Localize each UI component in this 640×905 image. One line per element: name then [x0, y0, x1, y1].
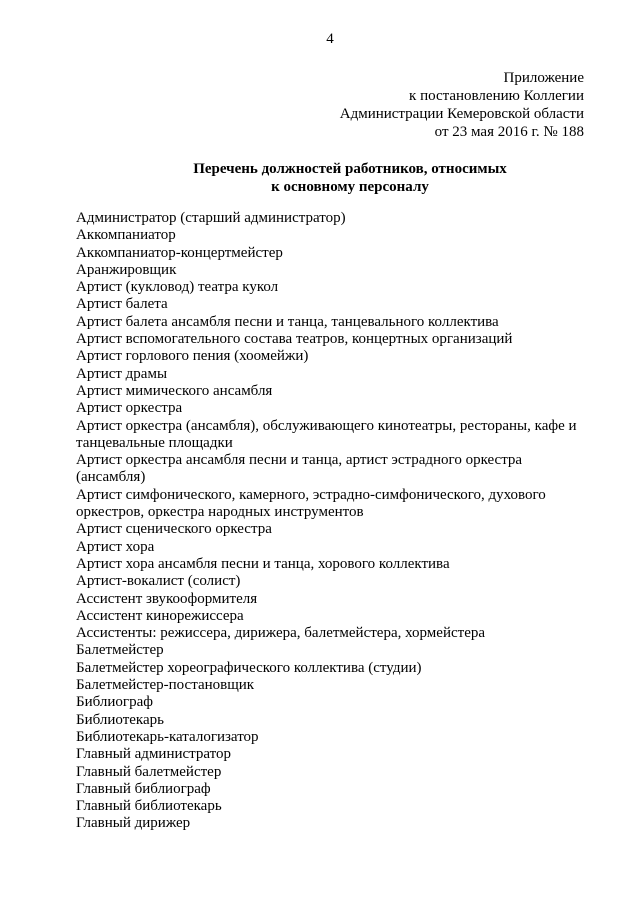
position-item [76, 210, 596, 227]
position-item-line: Главный балетмейстер [76, 763, 222, 780]
position-item-line: Артист вспомогательного состава театров, концертных организаций [76, 331, 513, 348]
position-item [76, 677, 596, 694]
position-item-line: Библиограф [76, 694, 153, 711]
position-item-line: Ассистент звукооформителя [76, 590, 258, 607]
position-item [76, 642, 596, 659]
position-item-line: Артист хора ансамбля песни и танца, хорового коллектива [76, 555, 450, 572]
position-item [76, 608, 596, 625]
position-item-line: Главный библиотекарь [76, 798, 222, 815]
position-item [76, 815, 596, 832]
position-item [76, 746, 596, 763]
position-item-line: Артист балета [76, 296, 168, 313]
position-item [76, 573, 596, 590]
position-item-line: Артист оркестра [76, 400, 183, 417]
position-item-line: Ассистенты: режиссера, дирижера, балетмейстера, хормейстера [76, 625, 486, 642]
position-item-line: Библиотекарь [76, 711, 164, 728]
position-item [76, 539, 596, 556]
appendix-line: к постановлению Коллегии [409, 88, 584, 104]
position-item [76, 279, 596, 296]
position-item-line: Артист сценического оркестра [76, 521, 272, 538]
position-item-line: Библиотекарь-каталогизатор [76, 728, 259, 745]
position-item [76, 556, 596, 573]
position-item-line: Балетмейстер-постановщик [76, 677, 255, 694]
position-item-line: танцевальные площадки [76, 434, 233, 451]
position-item-line: Артист оркестра (ансамбля), обслуживающего кинотеатры, рестораны, кафе и [76, 417, 577, 434]
position-item-line: Ассистент кинорежиссера [76, 607, 244, 624]
position-item [76, 314, 596, 331]
document-title-line: к основному персоналу [271, 179, 429, 195]
position-item [76, 694, 596, 711]
position-item-line: Главный библиограф [76, 780, 211, 797]
position-item [76, 781, 596, 798]
position-item-line: Артист симфонического, камерного, эстрадно-симфонического, духового [76, 486, 546, 503]
position-item-line: Артист-вокалист (солист) [76, 573, 241, 590]
position-item [76, 400, 596, 417]
position-item [76, 521, 596, 538]
position-item-line: Главный администратор [76, 746, 232, 763]
position-item [76, 262, 596, 279]
position-item-line: Аккомпаниатор-концертмейстер [76, 244, 283, 261]
position-item [76, 383, 596, 400]
position-item [76, 712, 596, 729]
position-item-line: Аккомпаниатор [76, 227, 176, 244]
position-item [76, 625, 596, 642]
positions-list [76, 210, 596, 833]
position-item-line: Балетмейстер хореографического коллектива (студии) [76, 659, 422, 676]
position-item [76, 366, 596, 383]
position-item [76, 296, 596, 313]
position-item-line: Главный дирижер [76, 815, 191, 832]
position-item-line: Артист мимического ансамбля [76, 382, 273, 399]
appendix-line: от 23 мая 2016 г. № 188 [434, 124, 584, 140]
position-item-line: Администратор (старший администратор) [76, 210, 346, 226]
position-item-line: Балетмейстер [76, 642, 164, 659]
appendix-header [340, 69, 584, 141]
appendix-line: Администрации Кемеровской области [339, 106, 584, 122]
position-item-line: Артист драмы [76, 365, 168, 382]
position-item-line: Артист горлового пения (хоомейжи) [76, 348, 309, 365]
position-item [76, 591, 596, 608]
position-item [76, 331, 596, 348]
position-item-line: Артист хора [76, 538, 155, 555]
position-item [76, 729, 596, 746]
appendix-line: Приложение [503, 70, 584, 86]
position-item [76, 227, 596, 244]
position-item-line: Артист оркестра ансамбля песни и танца, артист эстрадного оркестра [76, 452, 523, 469]
position-item-line: Аранжировщик [76, 261, 177, 278]
position-item-line: (ансамбля) [76, 469, 146, 486]
position-item-line: Артист (кукловод) театра кукол [76, 279, 279, 296]
position-item [76, 418, 596, 453]
page-number: 4 [326, 31, 334, 47]
position-item [76, 348, 596, 365]
position-item [76, 245, 596, 262]
position-item-line: оркестров, оркестра народных инструментов [76, 504, 364, 521]
document-title-line: Перечень должностей работников, относимых [193, 161, 507, 177]
position-item [76, 487, 596, 522]
position-item [76, 798, 596, 815]
position-item [76, 660, 596, 677]
position-item [76, 452, 596, 487]
position-item-line: Артист балета ансамбля песни и танца, танцевального коллектива [76, 313, 499, 330]
position-item [76, 764, 596, 781]
document-title [0, 160, 640, 196]
